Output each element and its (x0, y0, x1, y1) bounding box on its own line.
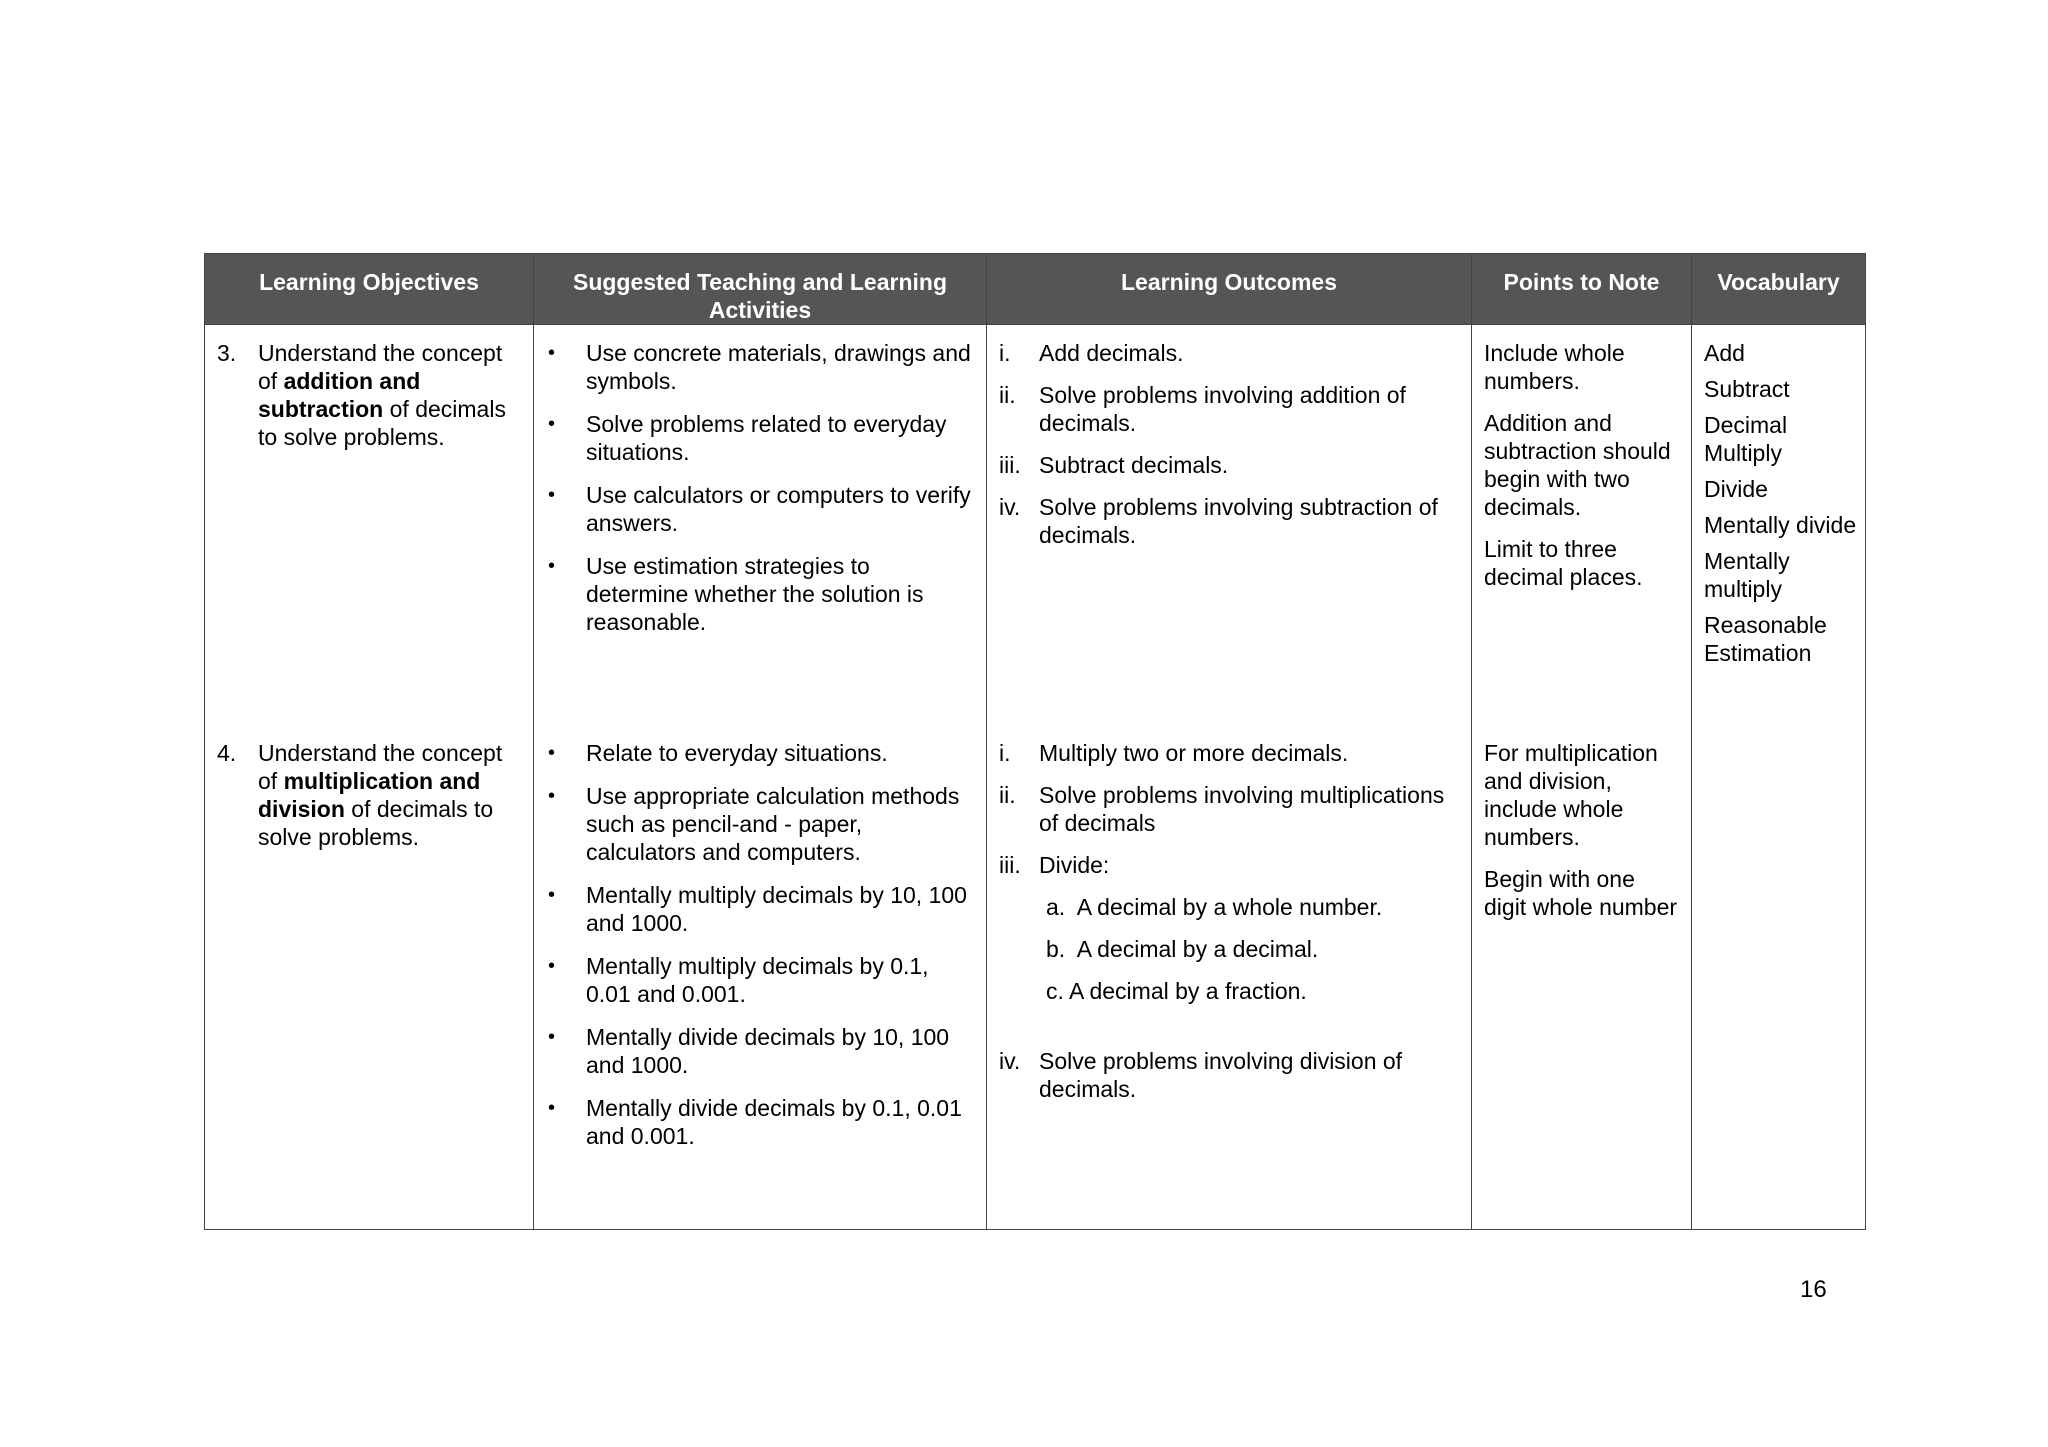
bullet-icon: • (548, 784, 556, 807)
list-item: • Mentally divide decimals by 10, 100 and 1000. (548, 1023, 950, 1078)
bullet-icon: • (548, 342, 556, 364)
table-row (205, 725, 1866, 1230)
bullet-icon: • (548, 954, 556, 977)
notes-cell (1472, 325, 1692, 725)
list-item: • Solve problems related to everyday situations. (548, 411, 947, 465)
list-item: • Use calculators or computers to verify answers. (548, 482, 971, 536)
note-text: Limit to three decimal places. (1484, 536, 1643, 590)
bullet-icon: • (548, 555, 556, 577)
objective-text: Understand the concept of addition and subtraction of decimals to solve problems. (258, 340, 506, 450)
objective-text: Understand the concept of multiplication and division of decimals to solve problems. (258, 739, 503, 850)
vocabulary-cell (1692, 725, 1866, 1230)
header-vocabulary: Vocabulary (1692, 254, 1866, 325)
bullet-icon: • (548, 883, 556, 906)
bullet-icon: • (548, 1025, 556, 1048)
vocab-term: Mentally divide (1704, 512, 1857, 538)
header-teaching-activities: Suggested Teaching and Learning Activities (534, 254, 987, 325)
sub-outcome-item: c. A decimal by a fraction. (1046, 977, 1307, 1004)
activities-cell (534, 325, 987, 725)
sub-outcome-item: b. A decimal by a decimal. (1046, 935, 1319, 962)
outcome-item: iii. Subtract decimals. (999, 452, 1229, 478)
outcome-item: ii. Solve problems involving addition of decimals. (999, 382, 1406, 436)
vocab-term: Add (1704, 340, 1745, 366)
outcome-item: iii. Divide: (999, 851, 1110, 878)
note-text: Include whole numbers. (1484, 340, 1625, 394)
outcomes-cell (987, 325, 1472, 725)
bullet-icon: • (548, 1096, 556, 1119)
vocab-term: Decimal Multiply (1704, 412, 1788, 466)
list-item: • Mentally multiply decimals by 10, 100 and 1000. (548, 881, 967, 936)
objective-cell (205, 725, 534, 1230)
objective-number: 4. (217, 739, 237, 766)
header-points-to-note: Points to Note (1472, 254, 1692, 325)
outcomes-cell (987, 725, 1472, 1230)
header-learning-outcomes: Learning Outcomes (987, 254, 1472, 325)
objective-number: 3. (217, 340, 237, 366)
activities-cell (534, 725, 987, 1230)
note-text: For multiplication and division, include whole numbers. (1484, 739, 1658, 850)
header-row (205, 254, 1866, 325)
list-item: • Mentally multiply decimals by 0.1, 0.01 and 0.001. (548, 952, 929, 1007)
vocab-term: Divide (1704, 476, 1768, 502)
list-item: • Mentally divide decimals by 0.1, 0.01 and 0.001. (548, 1094, 962, 1149)
list-item: • Relate to everyday situations. (548, 739, 888, 766)
note-text: Addition and subtraction should begin with two decimals. (1484, 410, 1671, 520)
table-row (205, 325, 1866, 725)
outcome-item: iv. Solve problems involving subtraction of decimals. (999, 494, 1438, 548)
outcome-item: i. Multiply two or more decimals. (999, 739, 1349, 766)
list-item: • Use estimation strategies to determine whether the solution is reasonable. (548, 553, 924, 635)
bullet-icon: • (548, 413, 556, 435)
outcome-item: i. Add decimals. (999, 340, 1184, 366)
vocabulary-cell (1692, 325, 1866, 725)
outcome-item: iv. Solve problems involving division of decimals. (999, 1047, 1403, 1102)
objective-cell (205, 325, 534, 725)
notes-cell (1472, 725, 1692, 1230)
bullet-icon: • (548, 741, 556, 764)
list-item: • Use appropriate calculation methods such as pencil-and - paper, calculators and computers. (548, 782, 960, 865)
vocab-term: Mentally multiply (1704, 548, 1790, 602)
syllabus-table (204, 253, 1866, 1230)
list-item: • Use concrete materials, drawings and symbols. (548, 340, 971, 394)
outcome-item: ii. Solve problems involving multiplications of decimals (999, 781, 1445, 836)
sub-outcome-item: a. A decimal by a whole number. (1046, 893, 1383, 920)
vocab-term: Reasonable Estimation (1704, 612, 1827, 666)
bullet-icon: • (548, 484, 556, 506)
header-learning-objectives: Learning Objectives (205, 254, 534, 325)
note-text: Begin with one digit whole number (1484, 865, 1678, 920)
vocab-term: Subtract (1704, 376, 1790, 402)
page-number: 16 (1800, 1276, 1827, 1303)
